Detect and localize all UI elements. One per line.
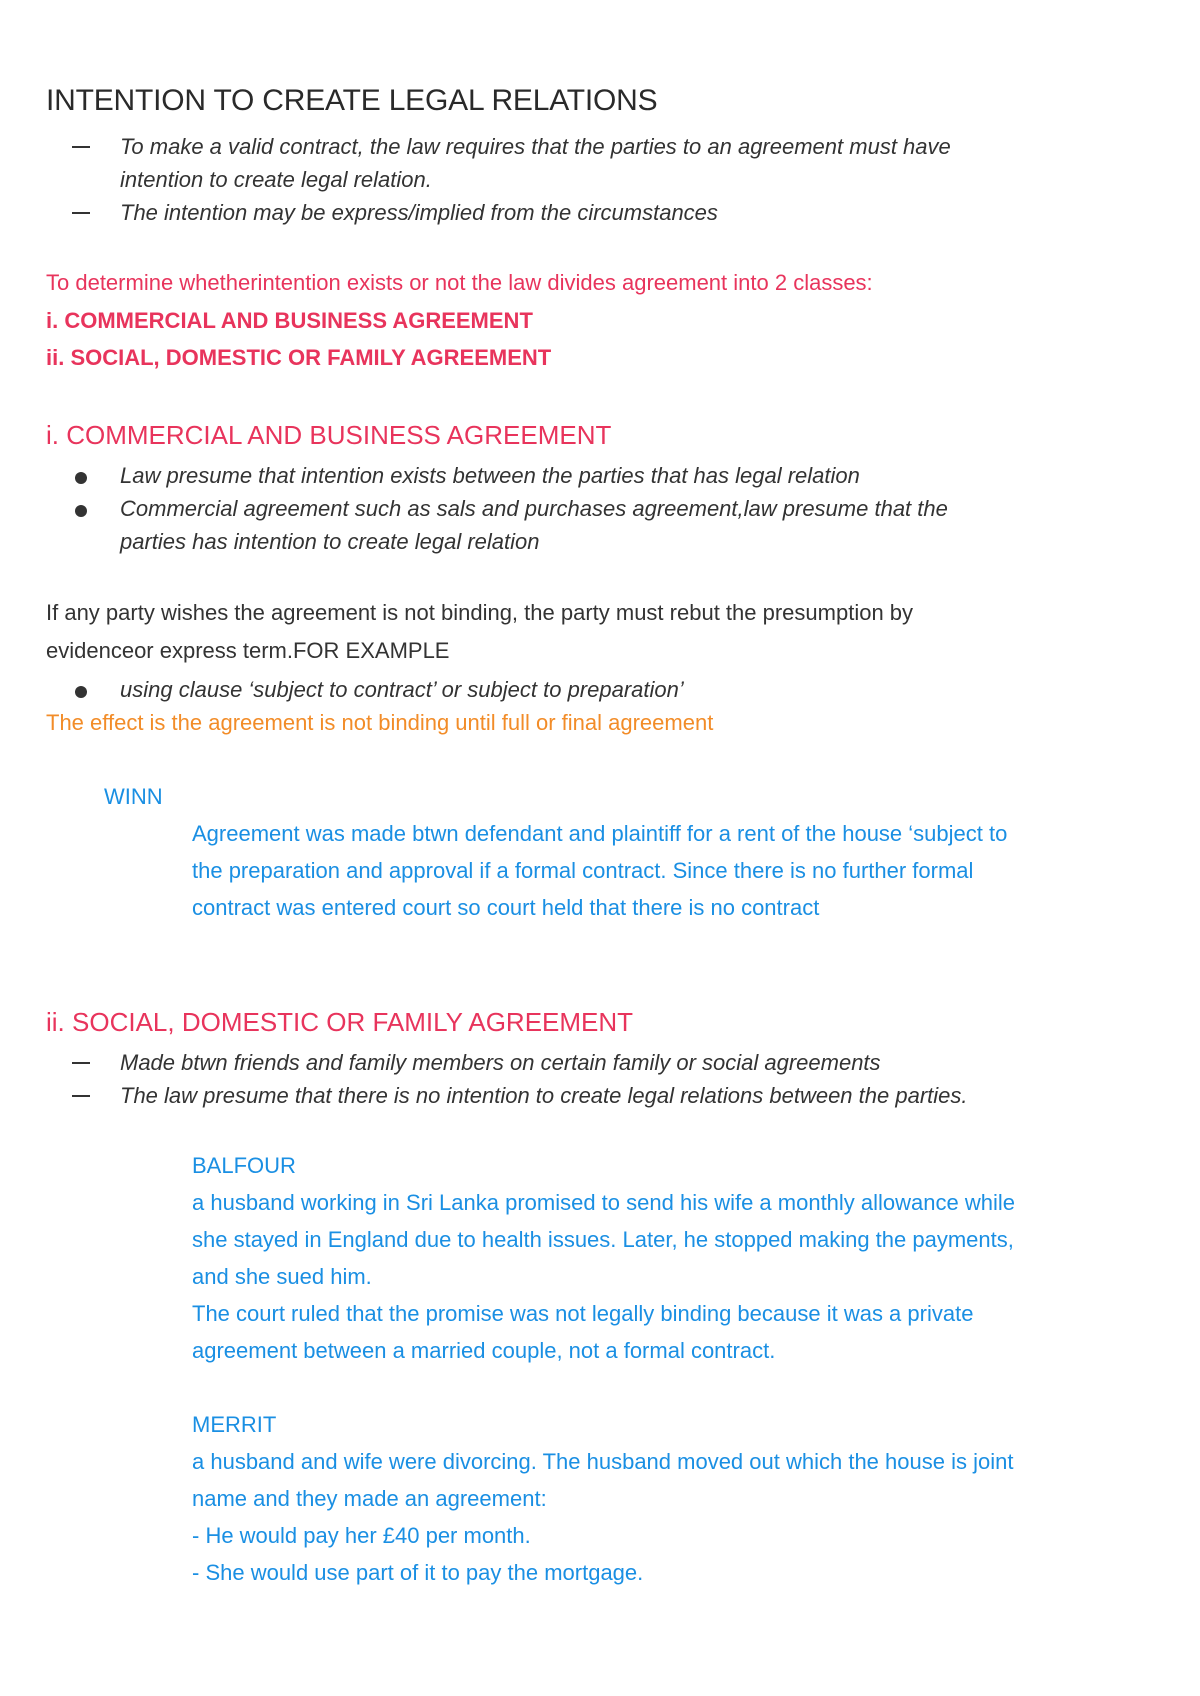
case-balfour-line-3: and she sued him.	[192, 1264, 372, 1289]
class-ii-label: ii. SOCIAL, DOMESTIC OR FAMILY AGREEMENT	[46, 345, 552, 370]
case-name-winn: WINN	[104, 784, 163, 809]
intro-point-1-cont: intention to create legal relation.	[120, 167, 432, 192]
bullet-dot	[75, 472, 87, 484]
case-winn-line-1: Agreement was made btwn defendant and plaintiff for a rent of the house ‘subject to	[192, 821, 1008, 846]
case-balfour-line-4: The court ruled that the promise was not legally binding because it was a private	[192, 1301, 974, 1326]
section-i-heading: i. COMMERCIAL AND BUSINESS AGREEMENT	[46, 420, 612, 450]
section-ii-point-2: The law presume that there is no intention to create legal relations between the parties.	[120, 1083, 968, 1108]
case-merrit-line-2: name and they made an agreement:	[192, 1486, 547, 1511]
bullet-dot	[75, 686, 87, 698]
case-balfour-line-1: a husband working in Sri Lanka promised to send his wife a monthly allowance while	[192, 1190, 1016, 1215]
case-merrit-line-3: - He would pay her £40 per month.	[192, 1523, 531, 1548]
rebut-text-line-2: evidenceor express term.FOR EXAMPLE	[46, 638, 450, 663]
section-i-bullet-2: Commercial agreement such as sals and purchases agreement,law presume that the	[120, 496, 948, 521]
page-title: INTENTION TO CREATE LEGAL RELATIONS	[46, 84, 658, 117]
case-name-balfour: BALFOUR	[192, 1153, 296, 1178]
dash-marker	[72, 1062, 90, 1064]
dash-marker	[72, 212, 90, 214]
dash-marker	[72, 1095, 90, 1097]
bullet-dot	[75, 505, 87, 517]
intro-point-2: The intention may be express/implied from the circumstances	[120, 200, 718, 225]
class-i-label: i. COMMERCIAL AND BUSINESS AGREEMENT	[46, 308, 533, 333]
rebut-text-line-1: If any party wishes the agreement is not binding, the party must rebut the presumption by	[46, 600, 914, 625]
section-ii-point-1: Made btwn friends and family members on certain family or social agreements	[120, 1050, 881, 1075]
case-balfour-line-2: she stayed in England due to health issues. Later, he stopped making the payments,	[192, 1227, 1014, 1252]
section-ii-heading: ii. SOCIAL, DOMESTIC OR FAMILY AGREEMENT	[46, 1007, 634, 1037]
section-i-bullet-2-cont: parties has intention to create legal relation	[120, 529, 540, 554]
dash-marker	[72, 146, 90, 148]
case-name-merrit: MERRIT	[192, 1412, 277, 1437]
case-merrit-line-4: - She would use part of it to pay the mortgage.	[192, 1560, 644, 1585]
example-bullet: using clause ‘subject to contract’ or subject to preparation’	[120, 677, 684, 702]
case-winn-line-3: contract was entered court so court held that there is no contract	[192, 895, 820, 920]
effect-text: The effect is the agreement is not binding until full or final agreement	[46, 710, 714, 735]
case-merrit-line-1: a husband and wife were divorcing. The husband moved out which the house is joint	[192, 1449, 1014, 1474]
intro-point-1: To make a valid contract, the law requires that the parties to an agreement must have	[120, 134, 951, 159]
case-balfour-line-5: agreement between a married couple, not a formal contract.	[192, 1338, 776, 1363]
classes-intro: To determine whetherintention exists or not the law divides agreement into 2 classes:	[46, 270, 873, 295]
section-i-bullet-1: Law presume that intention exists between the parties that has legal relation	[120, 463, 860, 488]
case-winn-line-2: the preparation and approval if a formal contract. Since there is no further formal	[192, 858, 974, 883]
